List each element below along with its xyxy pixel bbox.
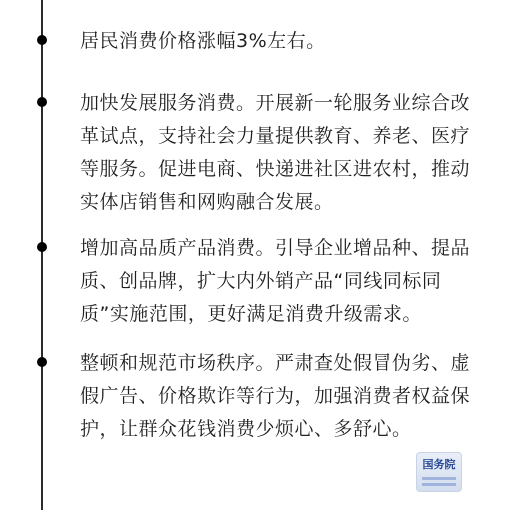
logo-stripe [422,483,456,486]
logo-text: 国务院 [422,458,456,471]
item-text: 增加高品质产品消费。引导企业增品种、提品质、创品牌，扩大内外销产品“同线同标同质”实施范围，更好满足消费升级需求。 [80,237,471,325]
bullet-dot [37,97,47,107]
timeline-line [41,0,43,510]
item-text: 加快发展服务消费。开展新一轮服务业综合改革试点，支持社会力量提供教育、养老、医疗等服务。促进电商、快递进社区进农村，推动实体店销售和网购融合发展。 [80,92,471,213]
bullet-dot [37,35,47,45]
item-text: 居民消费价格涨幅3%左右。 [80,30,326,52]
logo-stripe [422,477,456,480]
bullet-dot [37,242,47,252]
bullet-dot [37,357,47,367]
item-text: 整顿和规范市场秩序。严肃查处假冒伪劣、虚假广告、价格欺诈等行为，加强消费者权益保护，让群众花钱消费少烦心、多舒心。 [80,352,471,440]
gov-logo [416,452,462,492]
